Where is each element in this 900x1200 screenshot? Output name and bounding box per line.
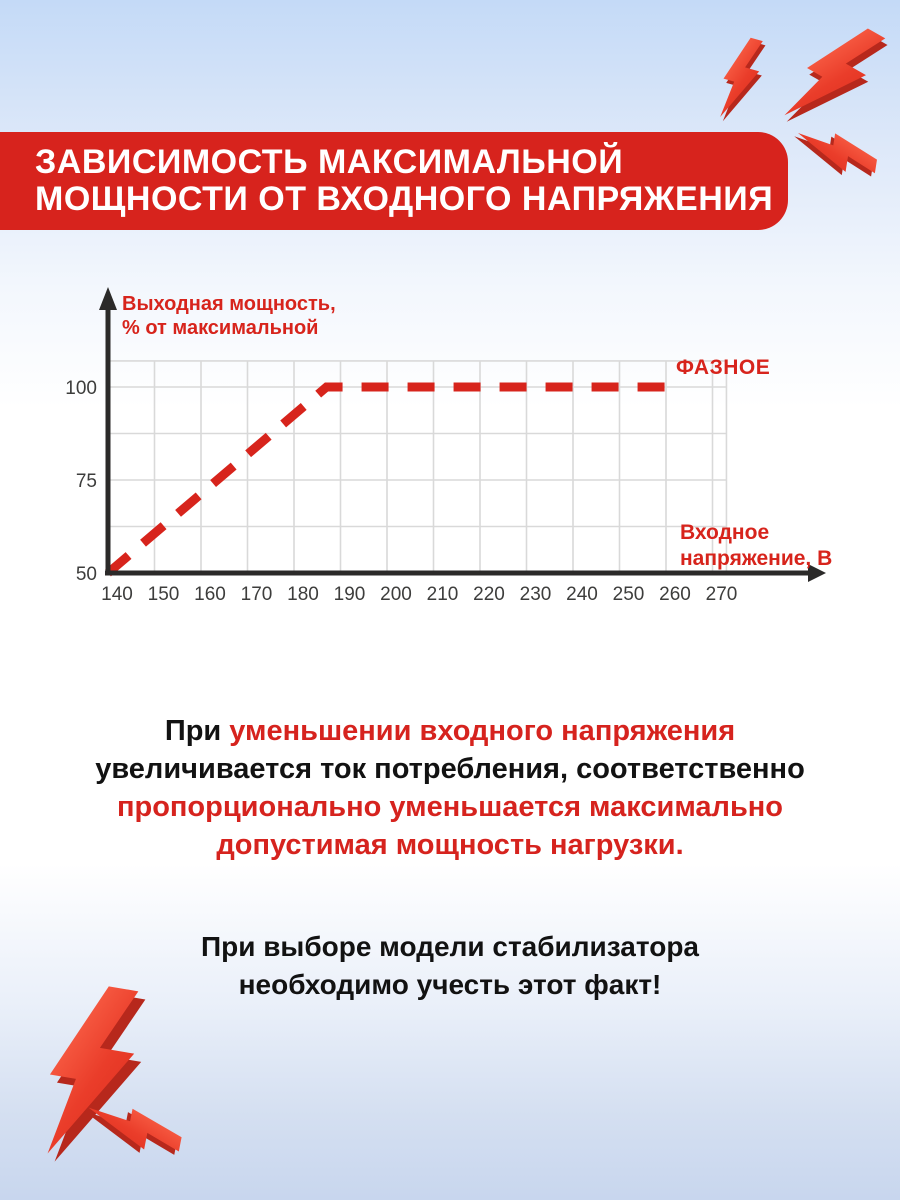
svg-text:190: 190 [333, 584, 366, 605]
svg-text:250: 250 [612, 584, 645, 605]
header-banner [0, 132, 788, 230]
lightning-bolt-icon [78, 1101, 186, 1159]
paragraph-line: При уменьшении входного напряжения [164, 715, 736, 747]
paragraph-line: увеличивается ток потребления, соответственно [95, 753, 805, 785]
svg-text:220: 220 [473, 584, 505, 605]
y-axis-title: Выходная мощность, % от максимальной [122, 293, 336, 339]
svg-text:270: 270 [705, 584, 738, 605]
header-title-line2: МОЩНОСТИ ОТ ВХОДНОГО НАПРЯЖЕНИЯ [35, 180, 774, 218]
legend-label: ФАЗНОЕ [676, 356, 771, 379]
paragraph-line: допустимая мощность нагрузки. [216, 829, 684, 861]
paragraph-line: необходимо учесть этот факт! [238, 969, 662, 1000]
svg-text:170: 170 [240, 584, 273, 605]
paragraph-line: При выборе модели стабилизатора [200, 931, 699, 962]
svg-text:210: 210 [426, 584, 459, 605]
svg-text:140: 140 [101, 584, 133, 605]
lightning-bolt-icon [775, 15, 894, 145]
paragraph-consumption [0, 712, 900, 864]
svg-text:200: 200 [380, 584, 412, 605]
x-axis-title: Входное напряжение, В [680, 521, 833, 570]
svg-text:150: 150 [147, 584, 180, 605]
svg-text:240: 240 [566, 584, 598, 605]
svg-text:260: 260 [659, 584, 691, 605]
lightning-bolt-icon [715, 33, 770, 129]
header-title-line1: ЗАВИСИМОСТЬ МАКСИМАЛЬНОЙ [35, 143, 624, 181]
lightning-bolt-icon [35, 979, 154, 1173]
lightning-bolt-icon [790, 127, 880, 180]
svg-text:160: 160 [194, 584, 226, 605]
svg-text:180: 180 [287, 584, 319, 605]
paragraph-advice [0, 928, 900, 1004]
paragraph-line: пропорционально уменьшается максимально [116, 791, 784, 823]
svg-text:75: 75 [75, 471, 97, 492]
svg-text:50: 50 [75, 564, 97, 585]
svg-text:230: 230 [519, 584, 552, 605]
svg-text:100: 100 [65, 378, 97, 399]
